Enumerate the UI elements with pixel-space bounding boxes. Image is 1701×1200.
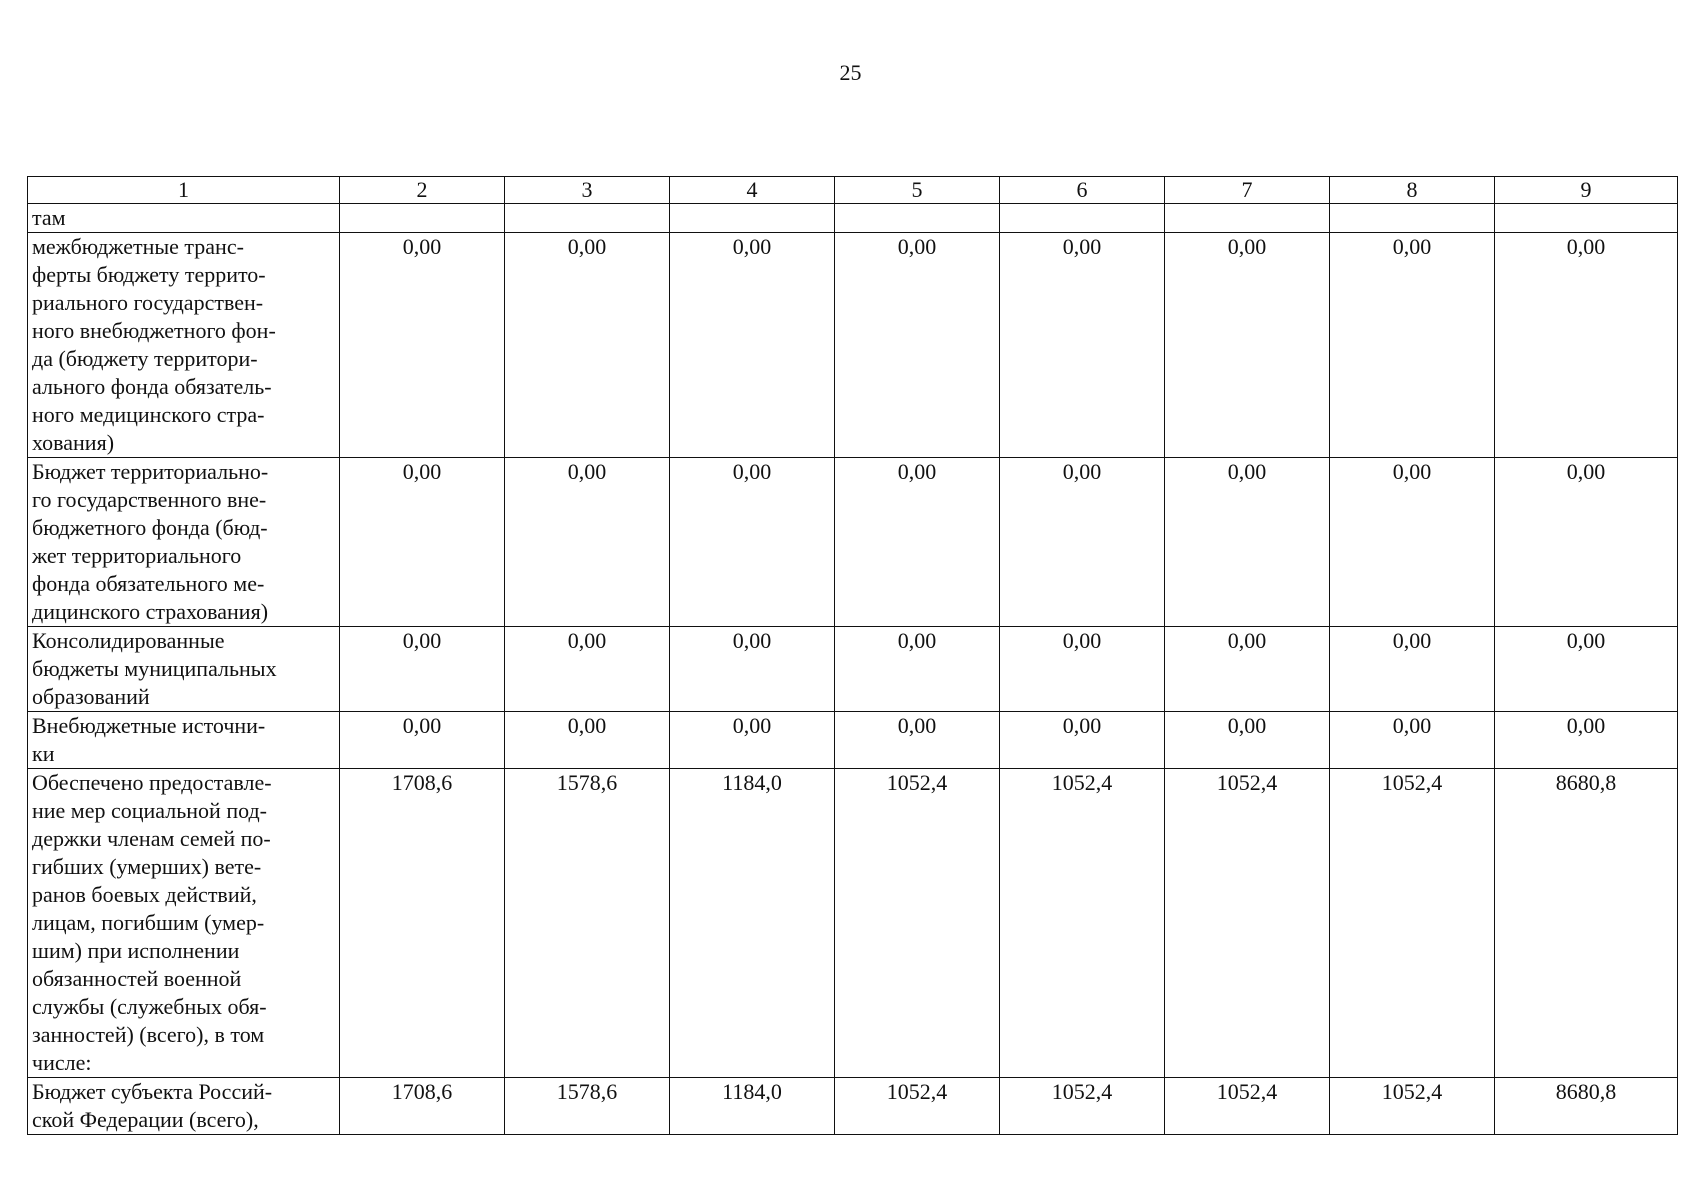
value-cell: 0,00 (835, 712, 1000, 769)
value-cell: 0,00 (670, 233, 835, 458)
value-cell: 0,00 (1165, 627, 1330, 712)
value-cell: 0,00 (340, 233, 505, 458)
value-cell: 0,00 (1330, 458, 1495, 627)
table-row (28, 458, 1678, 627)
value-cell: 1184,0 (670, 769, 835, 1078)
column-header: 6 (1000, 177, 1165, 204)
table-row (28, 233, 1678, 458)
value-cell: 0,00 (340, 458, 505, 627)
value-cell: 0,00 (1330, 233, 1495, 458)
value-cell: 0,00 (670, 458, 835, 627)
value-cell: 0,00 (1165, 458, 1330, 627)
value-cell: 0,00 (1330, 712, 1495, 769)
value-cell: 0,00 (835, 627, 1000, 712)
header-row (28, 177, 1678, 204)
value-cell: 0,00 (670, 627, 835, 712)
value-cell: 1052,4 (1330, 769, 1495, 1078)
value-cell: 0,00 (505, 627, 670, 712)
value-cell: 0,00 (835, 458, 1000, 627)
table-row (28, 769, 1678, 1078)
column-header: 7 (1165, 177, 1330, 204)
value-cell: 0,00 (1000, 458, 1165, 627)
value-cell: 1708,6 (340, 769, 505, 1078)
value-cell: 1708,6 (340, 1078, 505, 1135)
table-row (28, 1078, 1678, 1135)
budget-table (27, 176, 1678, 1135)
row-label: Консолидированные бюджеты муниципальных образований (28, 627, 340, 712)
row-label: межбюджетные транс- ферты бюджету террито- риального государствен- ного внебюджетного фон- да (бюджету территори- ального фонда обязатель- ного медицинского стра- хования) (28, 233, 340, 458)
value-cell: 0,00 (1000, 233, 1165, 458)
value-cell: 1578,6 (505, 769, 670, 1078)
value-cell (505, 204, 670, 233)
value-cell: 0,00 (835, 233, 1000, 458)
value-cell: 8680,8 (1495, 1078, 1678, 1135)
column-header: 9 (1495, 177, 1678, 204)
value-cell (1165, 204, 1330, 233)
value-cell (1495, 204, 1678, 233)
value-cell: 1184,0 (670, 1078, 835, 1135)
value-cell: 1578,6 (505, 1078, 670, 1135)
column-header: 5 (835, 177, 1000, 204)
value-cell: 0,00 (1000, 627, 1165, 712)
value-cell: 0,00 (1000, 712, 1165, 769)
value-cell: 0,00 (505, 712, 670, 769)
value-cell: 1052,4 (1000, 1078, 1165, 1135)
row-label: Бюджет территориально- го государственного вне- бюджетного фонда (бюд- жет территориального фонда обязательного ме- дицинского страхования) (28, 458, 340, 627)
value-cell: 0,00 (505, 458, 670, 627)
value-cell: 0,00 (1495, 627, 1678, 712)
value-cell: 1052,4 (1000, 769, 1165, 1078)
table-row (28, 627, 1678, 712)
value-cell: 0,00 (1165, 233, 1330, 458)
column-header: 4 (670, 177, 835, 204)
table-row (28, 712, 1678, 769)
value-cell: 0,00 (1330, 627, 1495, 712)
row-label: Бюджет субъекта Россий- ской Федерации (всего), (28, 1078, 340, 1135)
value-cell (670, 204, 835, 233)
value-cell: 1052,4 (1330, 1078, 1495, 1135)
value-cell: 0,00 (340, 712, 505, 769)
page-number: 25 (839, 60, 862, 85)
table-row (28, 204, 1678, 233)
value-cell: 1052,4 (1165, 769, 1330, 1078)
value-cell: 0,00 (1495, 458, 1678, 627)
column-header: 1 (28, 177, 340, 204)
value-cell: 1052,4 (1165, 1078, 1330, 1135)
row-label: Внебюджетные источни- ки (28, 712, 340, 769)
value-cell: 1052,4 (835, 769, 1000, 1078)
row-label: Обеспечено предоставле- ние мер социальной под- держки членам семей по- гибших (умерших) вете- ранов боевых действий, лицам, погибшим (умер- шим) при исполнении обязанностей военной службы (служебных обя- занностей) (всего), в том числе: (28, 769, 340, 1078)
value-cell: 0,00 (1495, 233, 1678, 458)
value-cell: 0,00 (505, 233, 670, 458)
value-cell: 0,00 (340, 627, 505, 712)
column-header: 8 (1330, 177, 1495, 204)
value-cell (340, 204, 505, 233)
value-cell: 0,00 (670, 712, 835, 769)
column-header: 3 (505, 177, 670, 204)
value-cell: 1052,4 (835, 1078, 1000, 1135)
value-cell (835, 204, 1000, 233)
value-cell (1330, 204, 1495, 233)
column-header: 2 (340, 177, 505, 204)
row-label: там (28, 204, 340, 233)
value-cell: 0,00 (1165, 712, 1330, 769)
value-cell (1000, 204, 1165, 233)
value-cell: 8680,8 (1495, 769, 1678, 1078)
value-cell: 0,00 (1495, 712, 1678, 769)
